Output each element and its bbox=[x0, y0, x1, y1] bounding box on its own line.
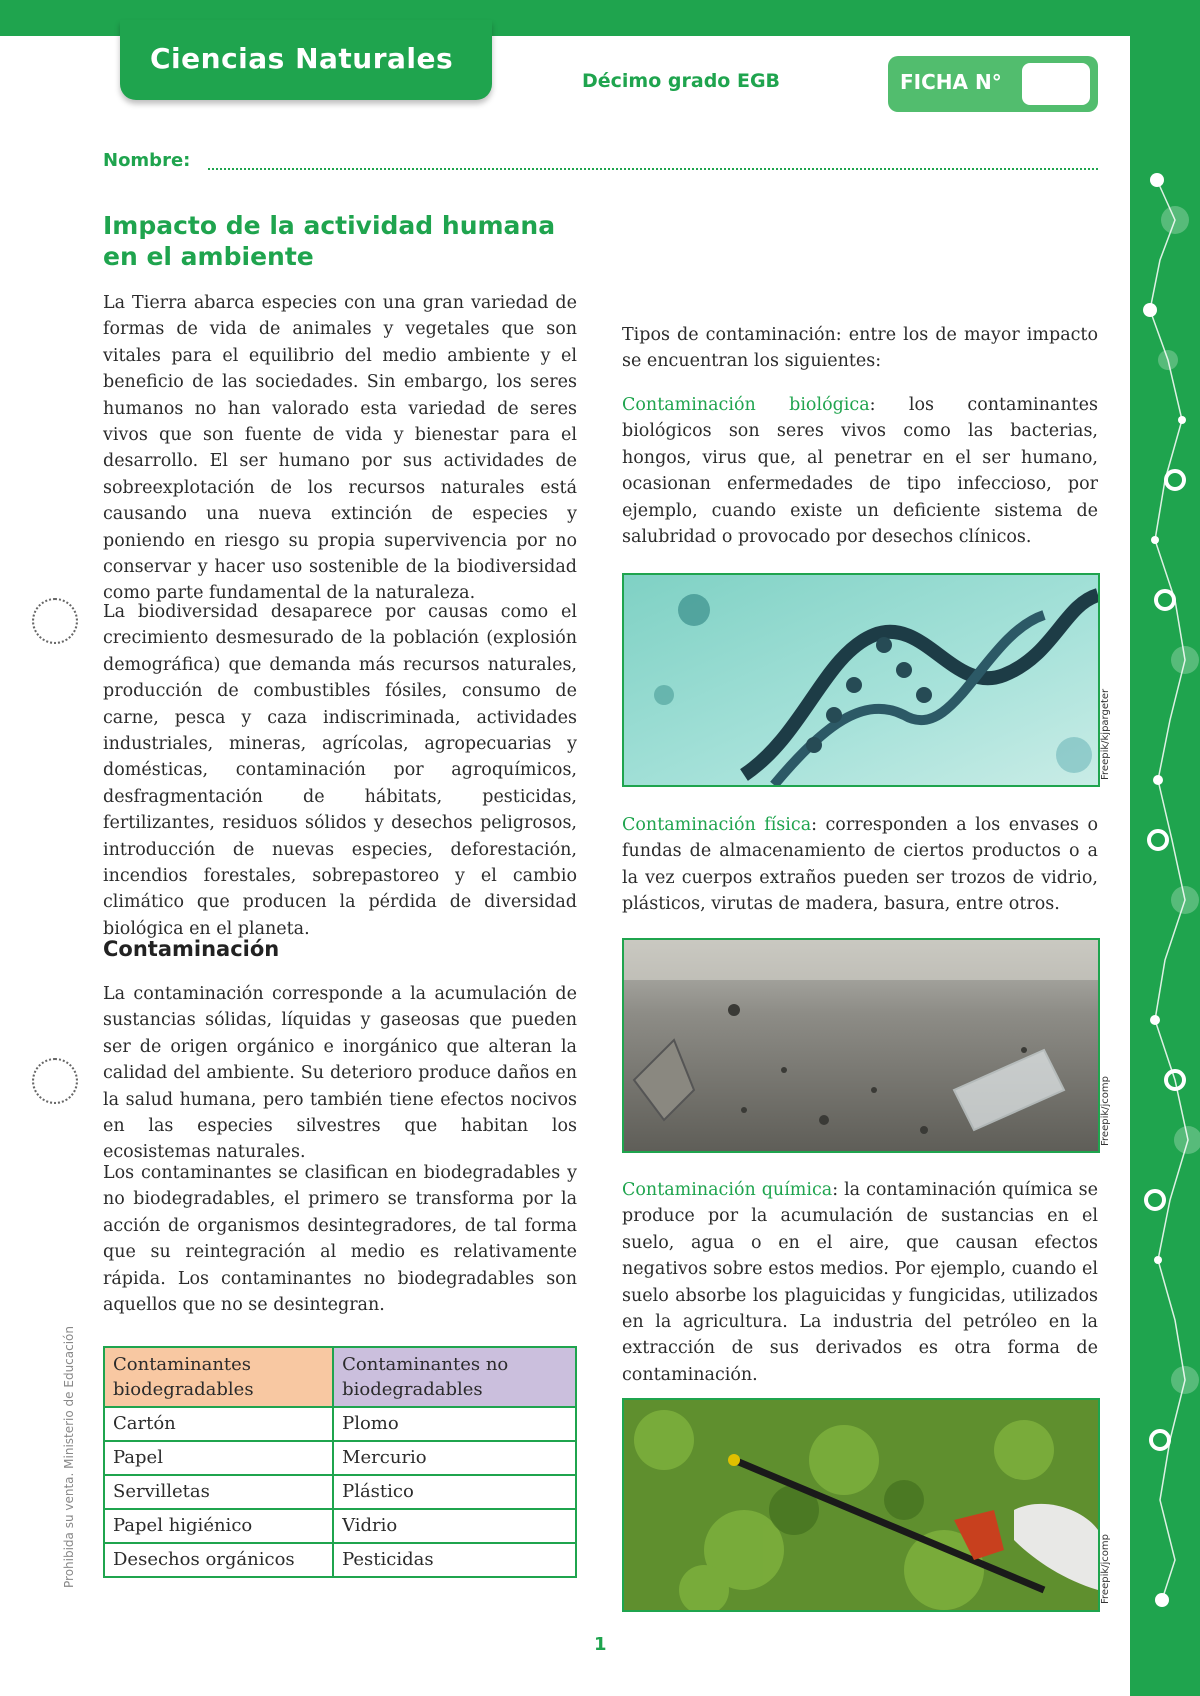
nombre-label: Nombre: bbox=[103, 150, 191, 171]
contaminants-table bbox=[103, 1346, 577, 1578]
chemical-term: Contaminación química bbox=[622, 1180, 833, 1200]
table-cell: Desechos orgánicos bbox=[104, 1543, 333, 1577]
physical-text: : corresponden a los envases o fundas de almacenamiento de ciertos productos o a la vez cuerpos extraños pueden ser trozos de vidrio, plásticos, virutas de madera, basura, entre otros. bbox=[622, 815, 1098, 915]
table-cell: Servilletas bbox=[104, 1475, 333, 1509]
decorative-dotted-circle bbox=[32, 598, 78, 644]
image-credit: Freepik/kjpargeter bbox=[1100, 688, 1111, 780]
table-cell: Pesticidas bbox=[333, 1543, 576, 1577]
chemical-text: : la contaminación química se produce por la acumulación de sustancias en el suelo, agua o en el aire, que causan efectos negativos sobre estos medios. Por ejemplo, cuando el suelo absorbe los plaguicidas y fungicidas, utilizados en la agricultura. La industria del petróleo en la extracción de sus derivados es otra forma de contaminación. bbox=[622, 1180, 1098, 1385]
physical-paragraph bbox=[622, 812, 1098, 918]
image-credit: Freepik/jcomp bbox=[1100, 1076, 1111, 1146]
decorative-dotted-circle bbox=[32, 1058, 78, 1104]
ficha-number-field[interactable] bbox=[1022, 63, 1090, 105]
table-cell: Cartón bbox=[104, 1407, 333, 1441]
table-cell: Vidrio bbox=[333, 1509, 576, 1543]
dna-virus-image bbox=[622, 573, 1100, 787]
table-row bbox=[104, 1441, 576, 1475]
ministry-notice: Prohibida su venta. Ministerio de Educación bbox=[62, 1325, 76, 1588]
intro-paragraph: La Tierra abarca especies con una gran variedad de formas de vida de animales y vegetales que son vitales para el equilibrio del medio ambiente y el beneficio de las sociedades. Sin embargo, los seres humanos no han valorado esta variedad de seres vivos que son fuente de vida y bienestar para el desarrollo. El ser humano por sus actividades de sobreexplotación de los recursos naturales está causando una nueva extinción de especies y poniendo en riesgo su propia supervivencia por no conservar y hacer uso sostenible de la biodiversidad como parte fundamental de la naturaleza. bbox=[103, 293, 577, 604]
types-intro: Tipos de contaminación: entre los de mayor impacto se encuentran los siguientes: bbox=[622, 325, 1098, 372]
physical-term: Contaminación física bbox=[622, 815, 812, 835]
page-number: 1 bbox=[594, 1634, 607, 1655]
ficha-label: FICHA N° bbox=[900, 70, 1002, 94]
biological-text: : los contaminantes biológicos son seres vivos como las bacterias, hongos, virus que, al penetrar en el ser humano, ocasionan enfermedades de tipo infeccioso, por ejemplo, cuando existe un deficiente sistema de salubridad o provocado por desechos clínicos. bbox=[622, 395, 1098, 548]
chemical-paragraph bbox=[622, 1177, 1098, 1388]
contamination-paragraph: La contaminación corresponde a la acumulación de sustancias sólidas, líquidas y gaseosas que pueden ser de origen orgánico e inorgánico que alteran la calidad del ambiente. Su deterioro produce daños en la salud humana, pero también tiene efectos nocivos en las especies silvestres que habitan los ecosistemas naturales. bbox=[103, 984, 577, 1163]
biological-paragraph bbox=[622, 392, 1098, 550]
beach-trash-image bbox=[622, 938, 1100, 1153]
molecule-chain-decoration bbox=[1130, 160, 1200, 1620]
contaminants-paragraph: Los contaminantes se clasifican en biodegradables y no biodegradables, el primero se transforma por la acción de organismos desintegradores, de tal forma que su reintegración al medio es relativamente rápida. Los contaminantes no biodegradables son aquellos que no se desintegran. bbox=[103, 1163, 577, 1316]
image-credit: Freepik/jcomp bbox=[1100, 1534, 1111, 1604]
ficha-box bbox=[888, 56, 1098, 112]
table-header-non-biodegradable: Contaminantes no biodegradables bbox=[333, 1347, 576, 1407]
biodiversity-paragraph: La biodiversidad desaparece por causas como el crecimiento desmesurado de la población (explosión demográfica) que demanda más recursos naturales, producción de combustibles fósiles, consumo de carne, pesca y caza indiscriminada, actividades industriales, mineras, agrícolas, agropecuarias y domésticas, contaminación por agroquímicos, desfragmentación de hábitats, pesticidas, fertilizantes, residuos sólidos y desechos peligrosos, introducción de nuevas especies, deforestación, incendios forestales, sobrepastoreo y el cambio climático que producen la pérdida de diversidad biológica en el planeta. bbox=[103, 602, 577, 939]
pesticide-sprayer-image bbox=[622, 1398, 1100, 1612]
table-cell: Papel higiénico bbox=[104, 1509, 333, 1543]
table-cell: Plástico bbox=[333, 1475, 576, 1509]
table-cell: Mercurio bbox=[333, 1441, 576, 1475]
subject-tab bbox=[120, 20, 492, 100]
table-row bbox=[104, 1543, 576, 1577]
table-row bbox=[104, 1509, 576, 1543]
biological-term: Contaminación biológica bbox=[622, 395, 870, 415]
table-header-biodegradable: Contaminantes biodegradables bbox=[104, 1347, 333, 1407]
contamination-heading: Contaminación bbox=[103, 937, 280, 961]
table-cell: Plomo bbox=[333, 1407, 576, 1441]
table-row bbox=[104, 1407, 576, 1441]
nombre-field[interactable] bbox=[208, 168, 1098, 170]
table-row bbox=[104, 1475, 576, 1509]
grade-label: Décimo grado EGB bbox=[582, 70, 781, 92]
table-cell: Papel bbox=[104, 1441, 333, 1475]
page-title: Impacto de la actividad humana en el ambiente bbox=[103, 211, 556, 271]
subject-title: Ciencias Naturales bbox=[150, 42, 454, 75]
